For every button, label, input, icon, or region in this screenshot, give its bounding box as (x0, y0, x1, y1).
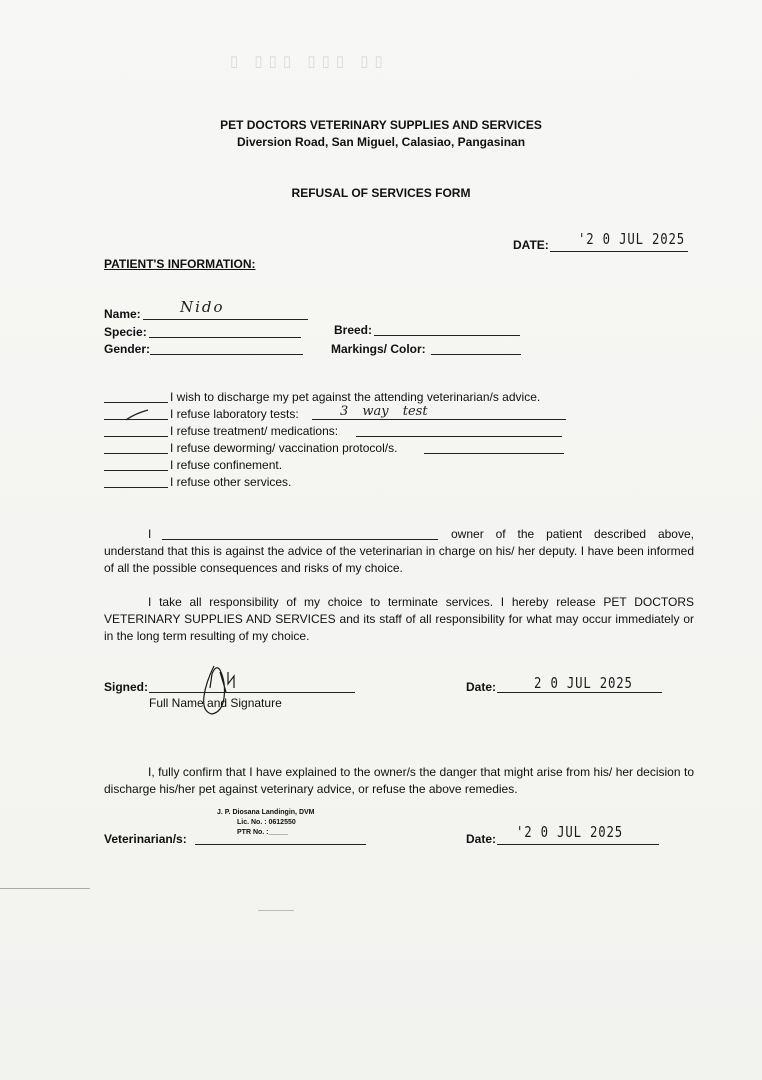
signature-date-stamp: 2 0 JUL 2025 (534, 674, 633, 692)
gender-field[interactable] (150, 354, 303, 355)
signature-caption: Full Name and Signature (149, 696, 282, 710)
bleed-through-mark: ▯ ▯▯▯ ▯▯▯ ▯▯ (230, 53, 389, 70)
option-checkbox-line[interactable] (104, 487, 168, 488)
markings-field[interactable] (431, 354, 521, 355)
signature-date-field[interactable] (497, 692, 662, 693)
business-address: Diversion Road, San Miguel, Calasiao, Pangasinan (236, 135, 526, 149)
option-text: I refuse treatment/ medications: (170, 424, 339, 438)
statement-paragraph-1: understand that this is against the advice of the veterinarian in charge on his/ her deputy. I have been informed of all the possible consequences and risks of my choice. (104, 544, 694, 575)
option-detail-line[interactable] (356, 436, 562, 437)
owner-name-field[interactable] (162, 539, 438, 540)
option-detail-line[interactable] (312, 419, 566, 420)
owner-signature (196, 662, 246, 720)
option-text: I refuse confinement. (170, 458, 283, 472)
signature-field[interactable] (149, 692, 355, 693)
confirmation-paragraph: I, fully confirm that I have explained to the owner/s the danger that might arise from his/ her decision to discharge his/her pet against veterinary advice, or refuse the above remedies. (104, 765, 694, 796)
veterinarian-date-label: Date: (466, 832, 497, 846)
date-line[interactable] (550, 251, 688, 252)
specie-label: Specie: (104, 325, 147, 339)
check-mark-icon (124, 408, 152, 422)
option-text: I refuse laboratory tests: (170, 407, 299, 421)
breed-label: Breed: (334, 323, 373, 337)
name-field[interactable] (143, 319, 308, 320)
statement-paragraph-2: I take all responsibility of my choice to terminate services. I hereby release PET DOCTORS VETERINARY SUPPLIES AND SERVICES and its staff of all responsibility for what may occur immediately or in the long term resulting of my choice. (104, 595, 694, 643)
name-label: Name: (104, 307, 141, 321)
date-stamp: '2 0 JUL 2025 (578, 230, 685, 248)
statement-owner-text: owner of the patient described above, (451, 527, 694, 541)
option-checkbox-line[interactable] (104, 436, 168, 437)
stamp-ptr: PTR No. :_____ (237, 829, 288, 836)
form-title: REFUSAL OF SERVICES FORM (291, 186, 471, 200)
veterinarian-label: Veterinarian/s: (104, 832, 187, 846)
markings-label: Markings/ Color: (331, 342, 426, 356)
veterinarian-date-field[interactable] (497, 844, 659, 845)
veterinarian-date-stamp: '2 0 JUL 2025 (516, 823, 623, 841)
option-text: I refuse deworming/ vaccination protocol/s. (170, 441, 398, 455)
scan-artifact-line (258, 910, 294, 911)
date-label: DATE: (513, 238, 549, 252)
stamp-name: J. P. Diosana Landingin, DVM (217, 809, 315, 816)
breed-field[interactable] (374, 335, 520, 336)
option-text: I wish to discharge my pet against the attending veterinarian/s advice. (170, 390, 541, 404)
option-checkbox-line[interactable] (104, 402, 168, 403)
statement-i: I (148, 527, 152, 541)
signature-date-label: Date: (466, 680, 497, 694)
name-handwritten: Nido (180, 298, 225, 316)
option-text: I refuse other services. (170, 475, 292, 489)
signed-label: Signed: (104, 680, 148, 694)
scan-artifact-line (0, 888, 90, 889)
veterinarian-field[interactable] (195, 844, 366, 845)
stamp-license: Lic. No. : 0612550 (237, 819, 296, 826)
option-detail-line[interactable] (424, 453, 564, 454)
option-checkbox-line[interactable] (104, 453, 168, 454)
option-detail-handwritten: 3 way test (340, 404, 428, 419)
specie-field[interactable] (149, 337, 301, 338)
business-name: PET DOCTORS VETERINARY SUPPLIES AND SERVICES (220, 118, 542, 132)
patient-section-title: PATIENT'S INFORMATION: (104, 257, 256, 271)
gender-label: Gender: (104, 342, 151, 356)
option-checkbox-line[interactable] (104, 470, 168, 471)
